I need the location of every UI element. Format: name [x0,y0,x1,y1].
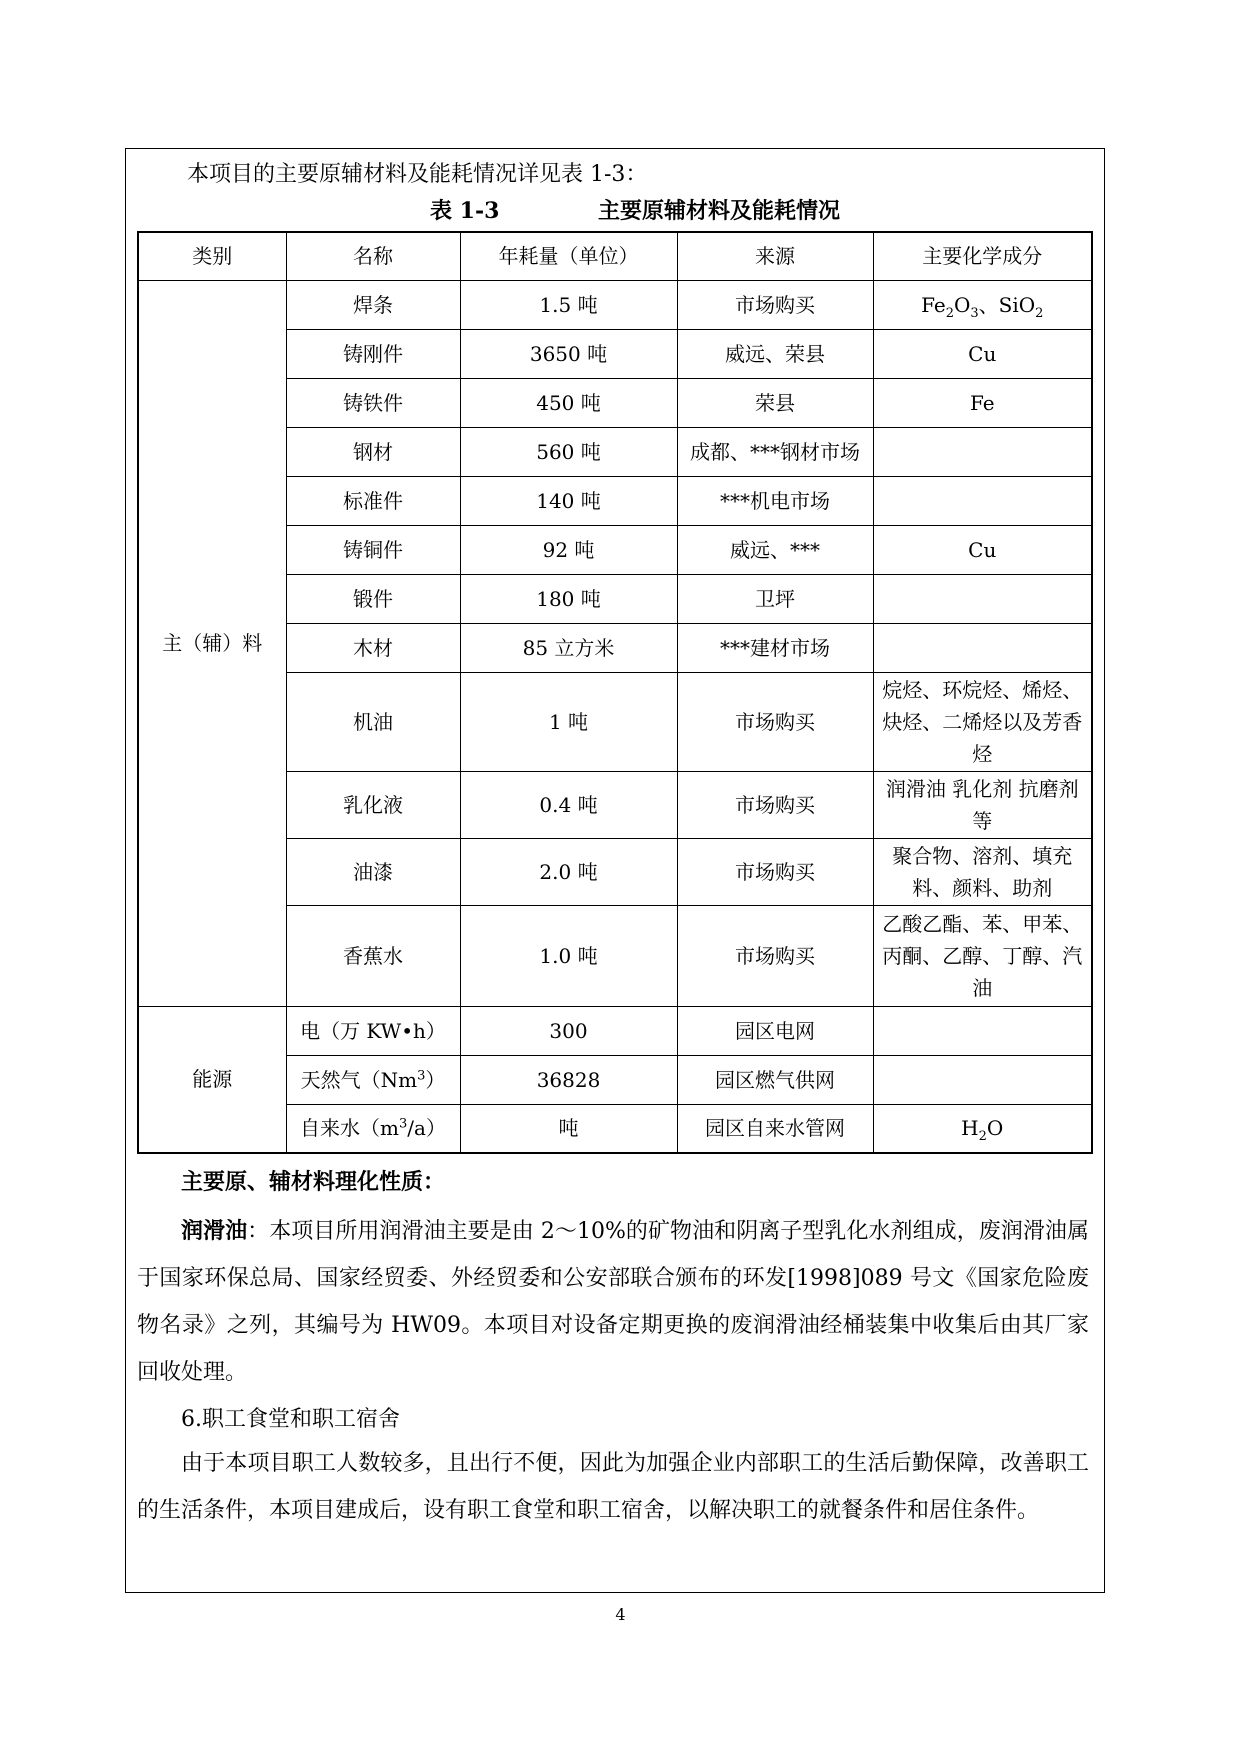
intro-text: 本项目的主要原辅材料及能耗情况详见表 1-3： [187,162,648,187]
material-source: ***建材市场 [677,623,873,672]
section-heading: 主要原、辅材料理化性质： [181,1169,446,1195]
material-amount: 3650 吨 [460,329,677,378]
material-amount: 450 吨 [460,378,677,427]
material-source: 成都、***钢材市场 [677,427,873,476]
material-source: 威远、荣县 [677,329,873,378]
material-name: 木材 [286,623,460,672]
material-name: 香蕉水 [286,905,460,1006]
material-amount: 36828 [460,1055,677,1104]
material-amount: 0.4 吨 [460,771,677,838]
material-composition: 润滑油 乳化剂 抗磨剂等 [873,771,1092,838]
material-composition: $H_2O$ [873,1104,1092,1153]
category-cell: 能源 [138,1006,286,1153]
header-name: 名称 [286,232,460,280]
lubricant-paragraph [137,1208,1089,1396]
material-source: 市场购买 [677,280,873,329]
material-source: 市场购买 [677,672,873,771]
material-name: 铸铜件 [286,525,460,574]
page-number: 4 [615,1605,626,1624]
material-name: 铸铁件 [286,378,460,427]
material-amount: 1.5 吨 [460,280,677,329]
material-source: 园区自来水管网 [677,1104,873,1153]
material-source: 市场购买 [677,905,873,1006]
material-composition: 聚合物、溶剂、填充料、颜料、助剂 [873,838,1092,905]
table-header-row [138,232,1092,280]
section6-heading: 6.职工食堂和职工宿舍 [181,1407,400,1432]
material-composition [873,574,1092,623]
material-composition: $Fe_2O_3$、SiO$_2$ [873,280,1092,329]
material-source: ***机电市场 [677,476,873,525]
material-amount: 2.0 吨 [460,838,677,905]
material-name: 机油 [286,672,460,771]
material-composition: 烷烃、环烷烃、烯烃、炔烃、二烯烃以及芳香烃 [873,672,1092,771]
material-amount: 140 吨 [460,476,677,525]
material-name: 天然气（Nm$^3$） [286,1055,460,1104]
material-amount: 300 [460,1006,677,1055]
table-title [430,196,840,226]
material-name: 锻件 [286,574,460,623]
material-source: 卫坪 [677,574,873,623]
material-source: 园区燃气供网 [677,1055,873,1104]
material-name: 乳化液 [286,771,460,838]
table-row [138,280,1092,329]
material-amount: 1 吨 [460,672,677,771]
material-source: 市场购买 [677,771,873,838]
lubricant-term: 润滑油 [181,1218,248,1244]
material-composition [873,623,1092,672]
material-name: 铸刚件 [286,329,460,378]
material-name: 自来水$(m^3/a)$ [286,1104,460,1153]
lubricant-text: ：本项目所用润滑油主要是由 2～10%的矿物油和阴离子型乳化水剂组成，废润滑油属于国家环保总局、国家经贸委、外经贸委和公安部联合颁布的环发[1998]089 号文《国家危险废物名录》之列，其编号为 HW09。本项目对设备定期更换的废润滑油经桶装集中收集后由其厂家回收处理。 [137,1219,1089,1385]
material-amount: 85 立方米 [460,623,677,672]
material-composition: Fe [873,378,1092,427]
header-source: 来源 [677,232,873,280]
material-composition: 乙酸乙酯、苯、甲苯、丙酮、乙醇、丁醇、汽油 [873,905,1092,1006]
material-source: 市场购买 [677,838,873,905]
material-amount: 180 吨 [460,574,677,623]
material-amount: 吨 [460,1104,677,1153]
material-amount: 560 吨 [460,427,677,476]
material-amount: 1.0 吨 [460,905,677,1006]
category-cell: 主（辅）料 [138,280,286,1006]
material-composition [873,1055,1092,1104]
material-name: 油漆 [286,838,460,905]
section6-paragraph: 由于本项目职工人数较多，且出行不便，因此为加强企业内部职工的生活后勤保障，改善职工的生活条件，本项目建成后，设有职工食堂和职工宿舍，以解决职工的就餐条件和居住条件。 [137,1451,1089,1523]
material-source: 威远、*** [677,525,873,574]
material-name: 标准件 [286,476,460,525]
material-source: 园区电网 [677,1006,873,1055]
header-composition: 主要化学成分 [873,232,1092,280]
header-category: 类别 [138,232,286,280]
table-row [138,1006,1092,1055]
table-caption: 主要原辅材料及能耗情况 [598,198,841,224]
header-amount: 年耗量（单位） [460,232,677,280]
material-composition: Cu [873,329,1092,378]
table-number: 表 1-3 [430,198,500,224]
material-source: 荣县 [677,378,873,427]
material-amount: 92 吨 [460,525,677,574]
material-composition: Cu [873,525,1092,574]
material-composition [873,476,1092,525]
materials-table [137,231,1093,1154]
material-name: 焊条 [286,280,460,329]
material-composition [873,1006,1092,1055]
material-name: 钢材 [286,427,460,476]
material-name: 电（万 KW•h） [286,1006,460,1055]
material-composition [873,427,1092,476]
